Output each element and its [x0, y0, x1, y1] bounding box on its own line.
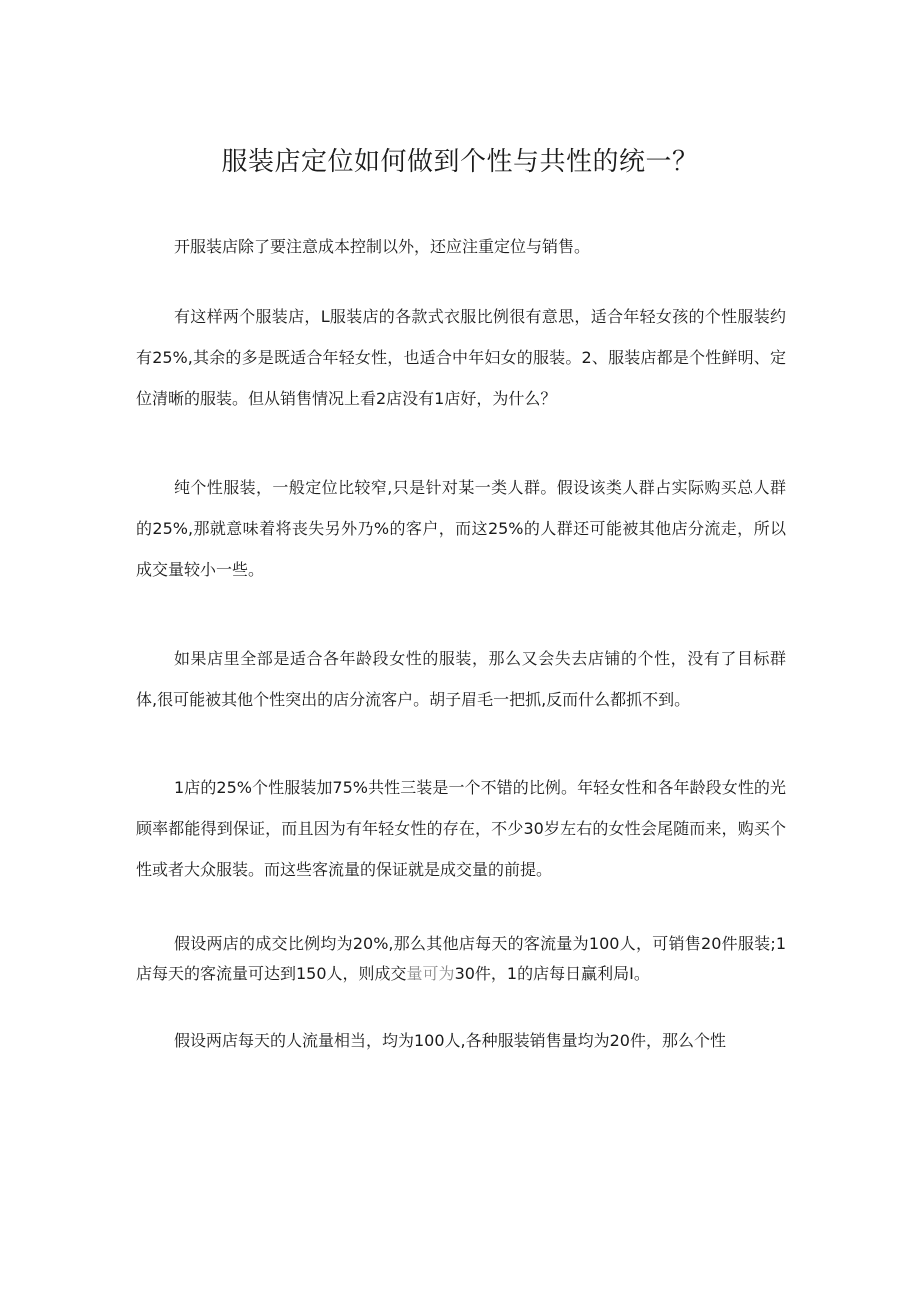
paragraph-intro: 开服装店除了要注意成本控制以外，还应注重定位与销售。: [174, 237, 591, 256]
paragraph-conversion-tail: 30件，1的店每日赢利局I。: [454, 964, 650, 983]
document-title: 服装店定位如何做到个性与共性的统一？: [221, 147, 699, 177]
paragraph-traffic: 假设两店每天的人流量相当，均为100人,各种服装销售量均为20件，那么个性: [174, 1031, 726, 1050]
paragraph-individual-style: 纯个性服装，一般定位比较窄,只是针对某一类人群。假设该类人群占实际购买总人群的25%,那就意味着将丧失另外乃%的客户，而这25%的人群还可能被其他店分流走，所以成交量较小一些。: [136, 478, 786, 579]
paragraph-all-ages: 如果店里全部是适合各年龄段女性的服装，那么又会失去店铺的个性，没有了目标群体,很可能被其他个性突出的店分流客户。胡子眉毛一把抓,反而什么都抓不到。: [136, 649, 786, 709]
paragraph-conversion: [136, 929, 786, 989]
paragraph-ratio: 1店的25%个性服装加75%共性三装是一个不错的比例。年轻女性和各年龄段女性的光顾率都能得到保证，而且因为有年轻女性的存在，不少30岁左右的女性会尾随而来，购买个性或者大众服装。而这些客流量的保证就是成交量的前提。: [136, 778, 786, 879]
paragraph-conversion-gray-text: 量可为: [406, 964, 455, 983]
paragraph-conversion-text: 假设两店的成交比例均为20%,那么其他店每天的客流量为100人，可销售20件服装;1店每天的客流量可达到150人，则成交: [136, 934, 786, 983]
paragraph-two-stores: 有这样两个服装店，L服装店的各款式衣服比例很有意思，适合年轻女孩的个性服装约有25%,其余的多是既适合年轻女性，也适合中年妇女的服装。2、服装店都是个性鲜明、定位清晰的服装。但从销售情况上看2店没有1店好，为什么？: [136, 307, 786, 408]
